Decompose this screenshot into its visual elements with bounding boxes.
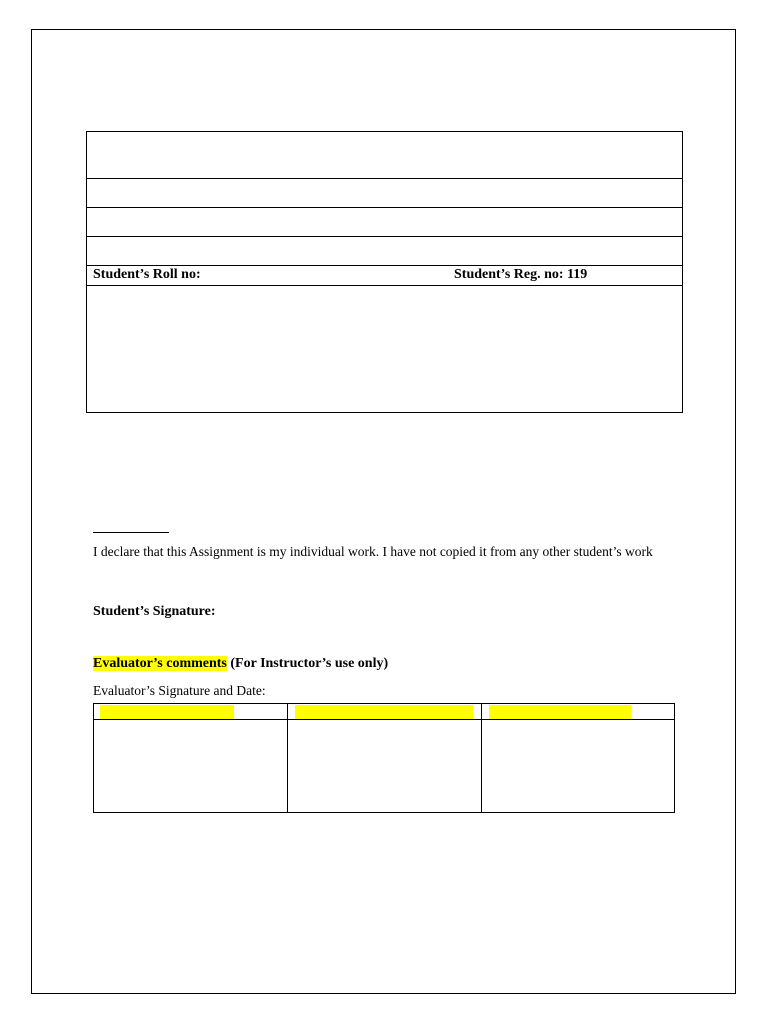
evaluator-comments-line bbox=[93, 656, 388, 672]
evaluator-table bbox=[93, 703, 675, 813]
info-row-1 bbox=[87, 132, 682, 179]
evaluator-table-divider-1 bbox=[287, 704, 288, 812]
evaluator-cell-2-highlight bbox=[295, 705, 473, 719]
evaluator-comments-label: Evaluator’s comments bbox=[93, 656, 227, 671]
info-row-4 bbox=[87, 237, 682, 266]
reg-no-label: Student’s Reg. no: 119 bbox=[454, 267, 588, 282]
evaluator-table-divider-2 bbox=[481, 704, 482, 812]
student-signature-label: Student’s Signature: bbox=[93, 604, 216, 619]
underline-rule bbox=[93, 532, 169, 533]
evaluator-cell-3-highlight bbox=[489, 705, 631, 719]
info-row-roll-reg bbox=[87, 266, 682, 286]
roll-no-label: Student’s Roll no: bbox=[93, 267, 201, 282]
declaration-text: I declare that this Assignment is my individual work. I have not copied it from any other student’s work bbox=[93, 544, 653, 559]
evaluator-signature-date-label: Evaluator’s Signature and Date: bbox=[93, 683, 266, 698]
info-row-2 bbox=[87, 179, 682, 208]
evaluator-table-header-rule bbox=[94, 719, 674, 720]
evaluator-comments-note: (For Instructor’s use only) bbox=[226, 656, 389, 671]
student-info-table bbox=[86, 131, 683, 413]
evaluator-cell-1-highlight bbox=[100, 705, 234, 719]
info-row-3 bbox=[87, 208, 682, 237]
info-row-6 bbox=[87, 286, 682, 412]
